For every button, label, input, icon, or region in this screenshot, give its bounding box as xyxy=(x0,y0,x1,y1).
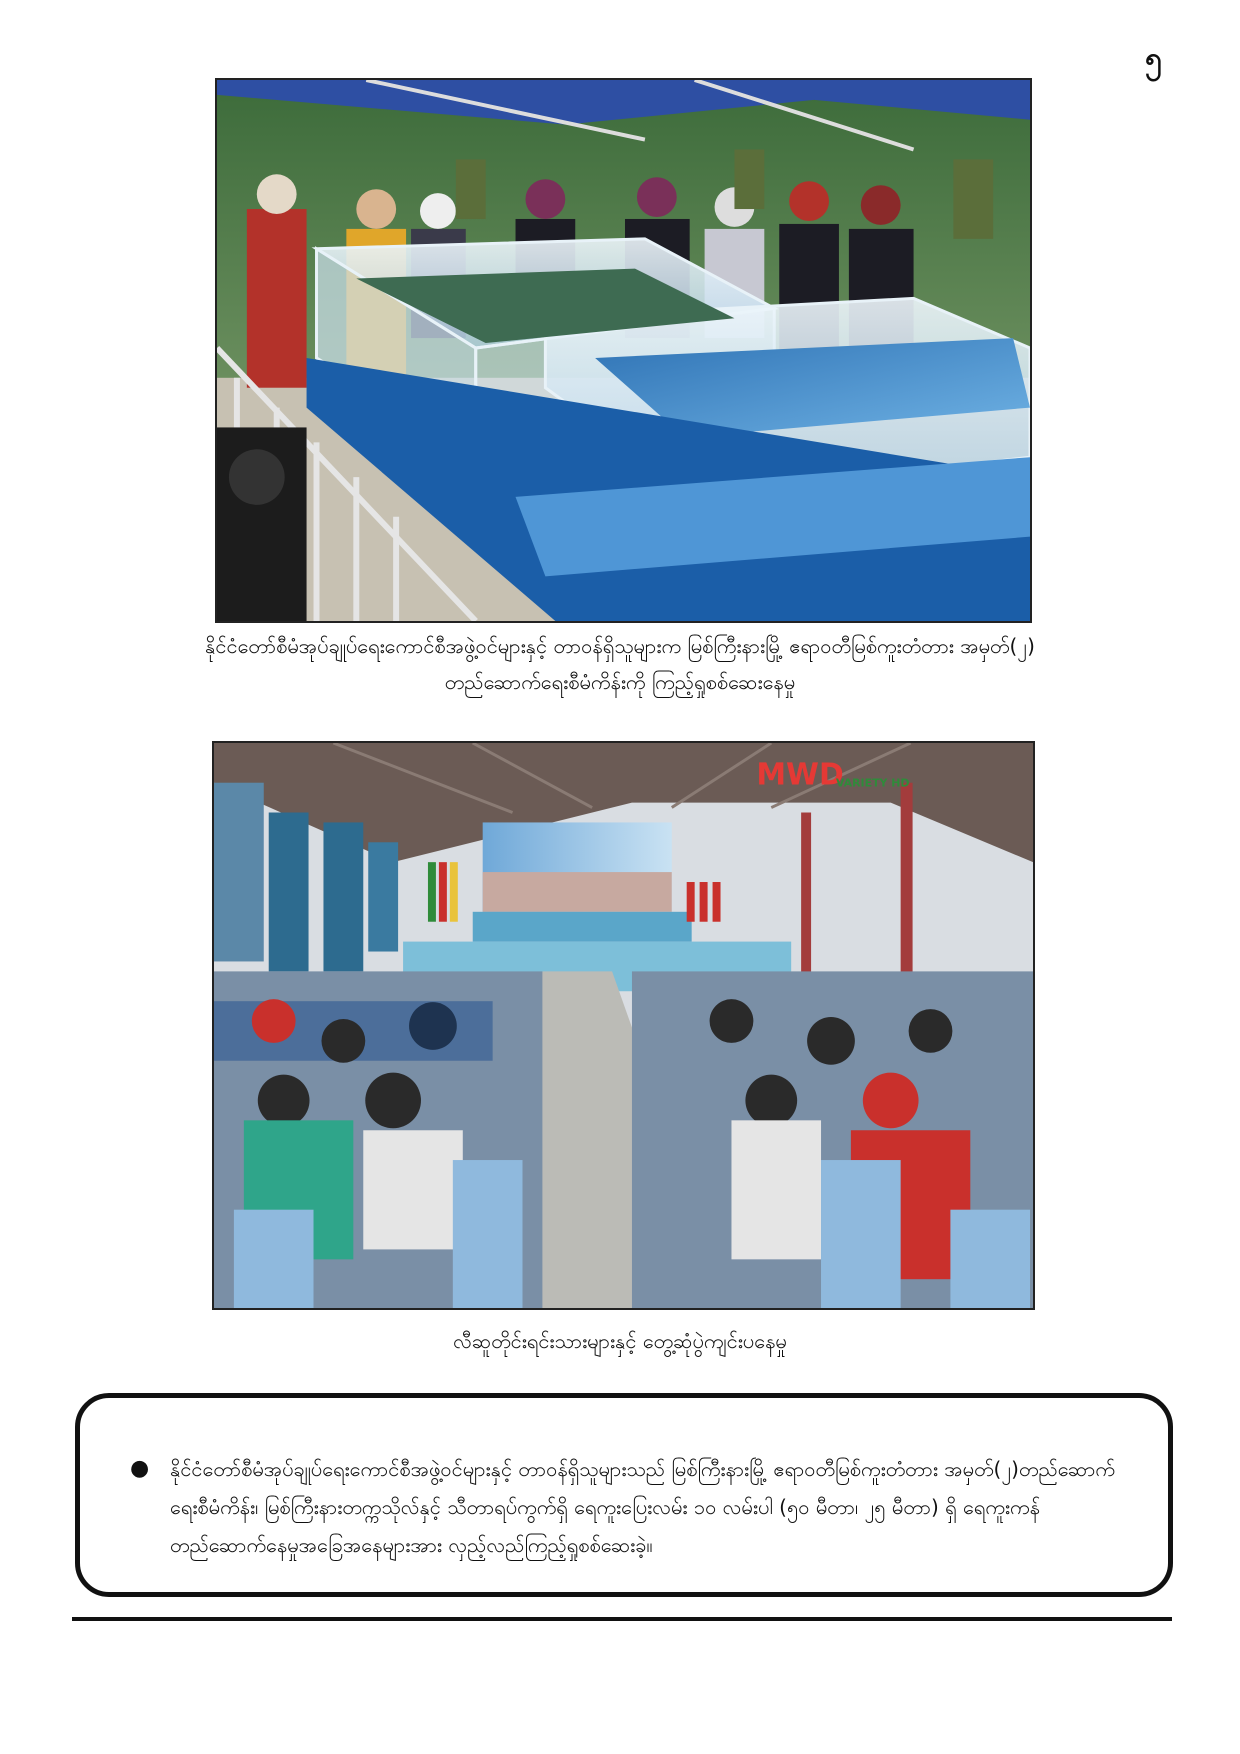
page-number: ၅ xyxy=(1145,41,1162,76)
bullet-icon: ● xyxy=(130,1456,150,1481)
bridge-model-inspection-image xyxy=(217,80,1030,621)
caption-line: နိုင်ငံတော်စီမံအုပ်ချုပ်ရေးကောင်စီအဖွဲ့ဝင်များနှင့် တာဝန်ရှိသူများက မြစ်ကြီးနားမြို့ ဧရာဝတီမြစ်ကူးတံတား အမှတ်(၂) xyxy=(205,634,1035,658)
mwd-logo: MWD xyxy=(756,757,844,793)
summary-text: နိုင်ငံတော်စီမံအုပ်ချုပ်ရေးကောင်စီအဖွဲ့ဝင်များနှင့် တာဝန်ရှိသူများသည် မြစ်ကြီးနားမြို့ ဧရာဝတီမြစ်ကူးတံတား အမှတ်(၂)တည်ဆောက်ရေးစီမံကိန်း၊ မြစ်ကြီးနားတက္ကသိုလ်နှင့် သီတာရပ်ကွက်ရှိ ရေကူးပြေးလမ်း ၁၀ လမ်းပါ (၅၀ မီတာ၊ ၂၅ မီတာ) ရှိ ရေကူးကန်တည်ဆောက်နေမှုအခြေအနေများအား လှည့်လည်ကြည့်ရှုစစ်ဆေးခဲ့။ xyxy=(170,1457,1115,1557)
bridge-model-inspection-photo xyxy=(215,78,1032,623)
photo-caption-2 xyxy=(100,1323,1140,1359)
summary-bullet-item xyxy=(130,1450,1130,1564)
horizontal-rule xyxy=(72,1617,1172,1621)
caption-line: တည်ဆောက်ရေးစီမံကိန်းကို ကြည့်ရှုစစ်ဆေးနေမှု xyxy=(444,670,796,694)
meeting-hall-image xyxy=(214,743,1033,1308)
mwd-logo-subtitle: VARIETY HD xyxy=(835,776,910,790)
caption-line: လီဆူတိုင်းရင်းသားများနှင့် တွေ့ဆုံပွဲကျင်းပနေမှု xyxy=(453,1329,787,1353)
summary-box xyxy=(75,1393,1173,1597)
meeting-hall-photo xyxy=(212,741,1035,1310)
photo-caption-1 xyxy=(100,628,1140,700)
